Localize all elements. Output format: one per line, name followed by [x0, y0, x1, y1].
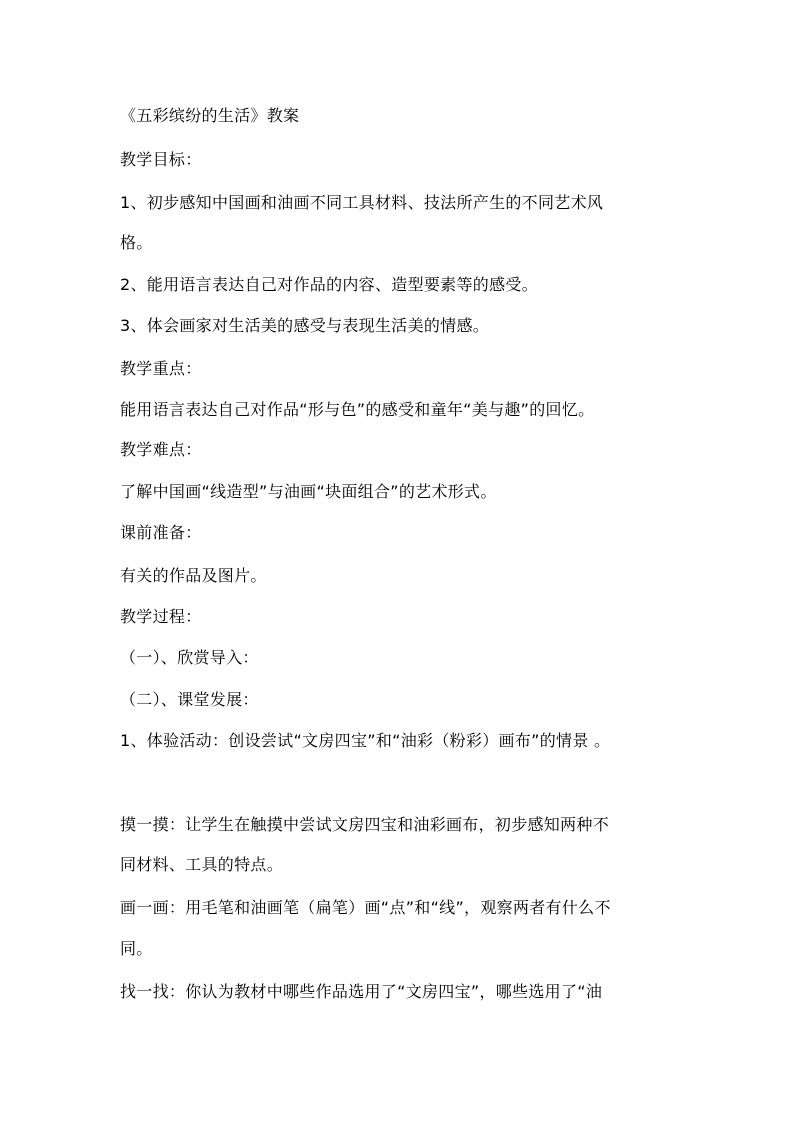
document-title: 《五彩缤纷的生活》教案	[120, 106, 300, 125]
touch-line-2: 同材料、工具的特点。	[120, 855, 284, 874]
difficulties-heading: 教学难点：	[120, 440, 202, 459]
process-step-2: （二）、课堂发展：	[120, 690, 259, 709]
find-line-1: 找一找：你认为教材中哪些作品选用了“文房四宝”，哪些选用了“油	[120, 982, 603, 1001]
difficulties-text: 了解中国画“线造型”与油画“块面组合”的艺术形式。	[120, 482, 497, 501]
objectives-heading: 教学目标：	[120, 150, 202, 169]
touch-line-1: 摸一摸：让学生在触摸中尝试文房四宝和油彩画布，初步感知两种不	[120, 815, 610, 834]
draw-line-2: 同。	[120, 939, 153, 958]
objective-1-line-2: 格。	[120, 233, 153, 252]
process-step-1: （一）、欣赏导入：	[120, 648, 259, 667]
preparation-heading: 课前准备：	[120, 523, 202, 542]
key-points-heading: 教学重点：	[120, 359, 202, 378]
objective-2: 2、能用语言表达自己对作品的内容、造型要素等的感受。	[120, 275, 538, 294]
key-points-text: 能用语言表达自己对作品“形与色”的感受和童年“美与趣”的回忆。	[120, 400, 595, 419]
preparation-text: 有关的作品及图片。	[120, 566, 267, 585]
process-heading: 教学过程：	[120, 607, 202, 626]
activity-1: 1、体验活动：创设尝试“文房四宝”和“油彩（粉彩）画布”的情景 。	[120, 731, 611, 750]
draw-line-1: 画一画：用毛笔和油画笔（扁笔）画“点”和“线”，观察两者有什么不	[120, 898, 611, 917]
objective-3: 3、体会画家对生活美的感受与表现生活美的情感。	[120, 316, 490, 335]
objective-1-line-1: 1、初步感知中国画和油画不同工具材料、技法所产生的不同艺术风	[120, 193, 604, 212]
